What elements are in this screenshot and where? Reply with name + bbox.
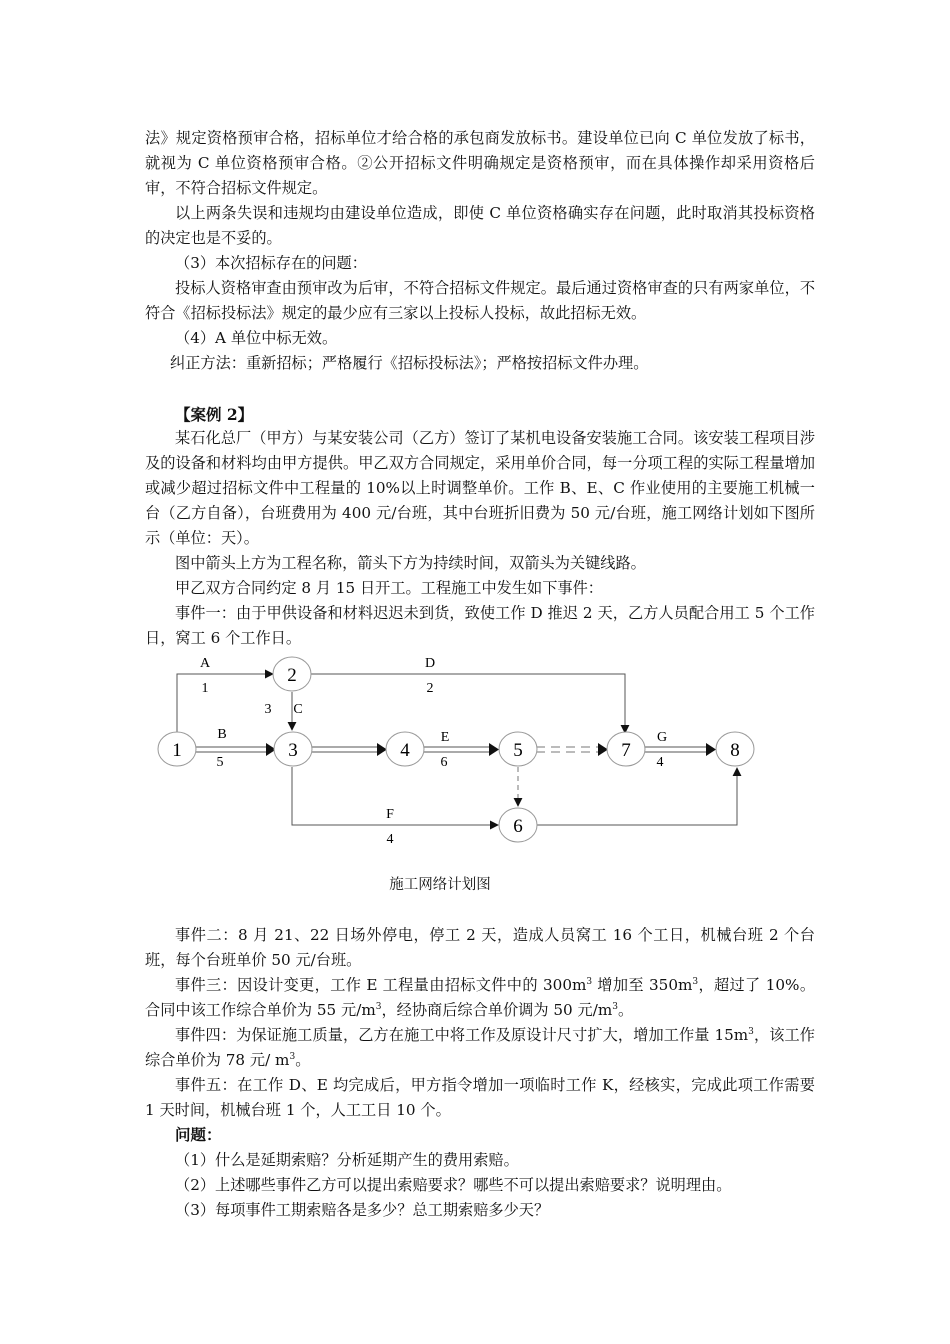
label-e-duration: 6 [440, 755, 448, 770]
question-2: （2）上述哪些事件乙方可以提出索赔要求？哪些不可以提出索赔要求？说明理由。 [175, 1176, 732, 1194]
event-2: 事件二：8 月 21、22 日场外停电，停工 2 天，造成人员窝工 16 个工日，机械台班 2 个台班，每个台班单价 50 元/台班。 [145, 926, 815, 969]
label-a-duration: 1 [201, 681, 209, 696]
questions-heading: 问题： [175, 1125, 222, 1144]
node-6 [499, 808, 537, 842]
label-c-duration: 3 [264, 702, 272, 717]
paragraph-qualification: 法》规定资格预审合格，招标单位才给合格的承包商发放标书。建设单位已向 C 单位发放了标书，就视为 C 单位资格预审合格。②公开招标文件明确规定是资格预审，而在具体操作却采用资格后审，不符合招标文件规定。 [145, 129, 815, 197]
node-5 [499, 732, 537, 766]
diagram-legend-note: 图中箭头上方为工程名称，箭头下方为持续时间，双箭头为关键线路。 [175, 554, 646, 572]
arrow-d [310, 674, 625, 733]
question-3-heading: （3）本次招标存在的问题： [175, 254, 367, 272]
label-g-duration: 4 [656, 755, 664, 770]
arrow-f [292, 767, 498, 825]
arrow-e [423, 743, 499, 756]
node-4 [386, 732, 424, 766]
label-g-name: G [656, 730, 668, 745]
arrow-a [177, 674, 273, 732]
svg-text:4: 4 [400, 740, 410, 761]
label-e-name: E [440, 730, 450, 745]
label-b-name: B [217, 727, 227, 742]
event-3: 事件三：因设计变更，工作 E 工程量由招标文件中的 $300m^3$ 增加至 $350m^3$，超过了 10%。合同中该工作综合单价为 55 元$/m^3$，经协商后综合单价调为 50 元$/m^3$。 [145, 976, 816, 1019]
label-c-name: C [293, 702, 303, 717]
correction-method: 纠正方法：重新招标；严格履行《招标投标法》；严格按招标文件办理。 [170, 354, 649, 372]
arrow-b [196, 743, 276, 756]
event-1: 事件一：由于甲供设备和材料迟迟未到货，致使工作 D 推迟 2 天，乙方人员配合用工 5 个工作日，窝工 6 个工作日。 [145, 604, 815, 647]
node-2 [273, 657, 311, 691]
arrow-3-4 [311, 743, 387, 756]
network-diagram [0, 650, 950, 900]
node-7 [607, 732, 645, 766]
label-d-duration: 2 [426, 681, 434, 696]
svg-text:7: 7 [621, 740, 631, 761]
svg-text:2: 2 [287, 665, 297, 686]
svg-text:1: 1 [172, 740, 182, 761]
label-d-name: D [424, 656, 436, 671]
question-3: （3）每项事件工期索赔各是多少？总工期索赔多少天？ [175, 1201, 550, 1219]
svg-text:8: 8 [730, 740, 740, 761]
case-2-title: 【案例 2】 [175, 405, 254, 424]
paragraph-issues: 投标人资格审查由预审改为后审，不符合招标文件规定。最后通过资格审查的只有两家单位，不符合《招标投标法》规定的最少应有三家以上投标人投标，故此招标无效。 [145, 279, 815, 322]
question-4-heading: （4）A 单位中标无效。 [175, 329, 338, 347]
case-2-intro: 某石化总厂（甲方）与某安装公司（乙方）签订了某机电设备安装施工合同。该安装工程项目涉及的设备和材料均由甲方提供。甲乙双方合同规定，采用单价合同，每一分项工程的实际工程量增加或减少超过招标文件中工程量的 10%以上时调整单价。工作 B、E、C 作业使用的主要施工机械一台（乙方自备），台班费用为 400 元/台班，其中台班折旧费为 50 元/台班，施工网络计划如下图所示（单位：天）。 [145, 429, 815, 547]
label-a-name: A [199, 656, 211, 671]
svg-text:6: 6 [513, 816, 523, 837]
node-1 [158, 732, 196, 766]
question-1: （1）什么是延期索赔？分析延期产生的费用索赔。 [175, 1151, 519, 1169]
event-5: 事件五：在工作 D、E 均完成后，甲方指令增加一项临时工作 K，经核实，完成此项工作需要 1 天时间，机械台班 1 个，人工工日 10 个。 [145, 1076, 815, 1119]
diagram-caption: 施工网络计划图 [389, 877, 491, 893]
node-3 [274, 732, 312, 766]
label-b-duration: 5 [216, 755, 224, 770]
paragraph-conclusion: 以上两条失误和违规均由建设单位造成，即使 C 单位资格确实存在问题，此时取消其投标资格的决定也是不妥的。 [145, 204, 815, 247]
svg-text:5: 5 [513, 740, 523, 761]
node-8 [716, 732, 754, 766]
start-date-paragraph: 甲乙双方合同约定 8 月 15 日开工。工程施工中发生如下事件： [175, 579, 603, 597]
label-f-name: F [386, 807, 394, 822]
arrow-6-8 [537, 768, 737, 825]
arrow-g [644, 743, 716, 756]
svg-text:3: 3 [288, 740, 298, 761]
arrow-dummy-5-7 [536, 743, 608, 756]
event-4: 事件四：为保证施工质量，乙方在施工中将工作及原设计尺寸扩大，增加工作量 $15m^3$，该工作综合单价为 78 元/ $m^3$。 [145, 1026, 815, 1069]
label-f-duration: 4 [386, 832, 394, 847]
